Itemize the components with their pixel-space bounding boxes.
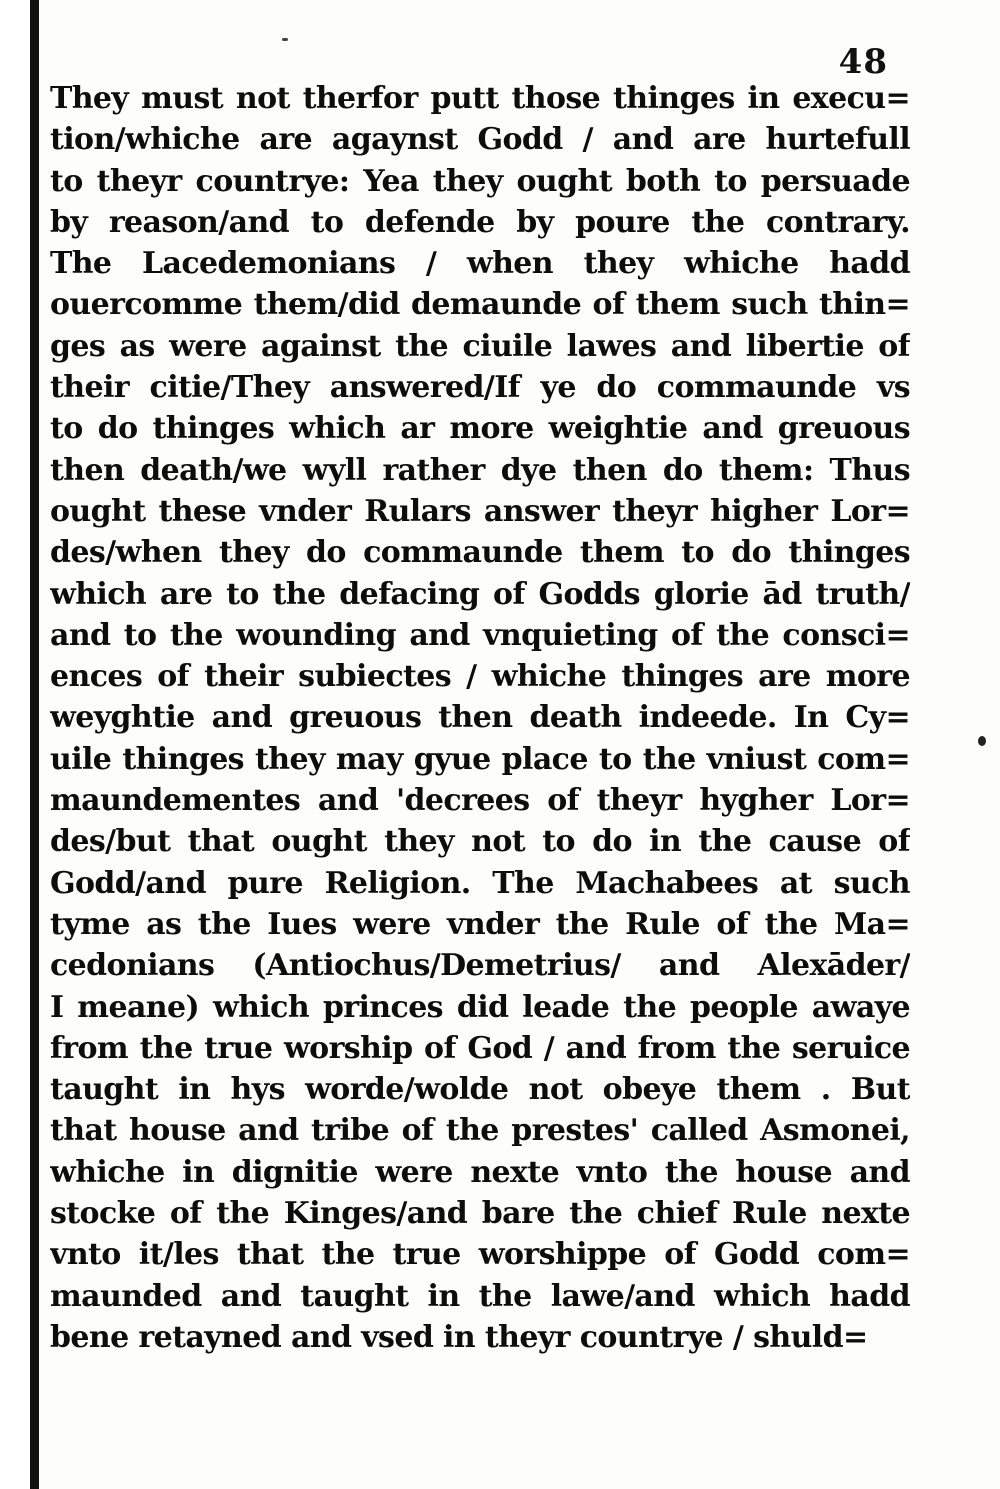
- text-line: I meane) which princes did leade the people awaye: [50, 989, 910, 1025]
- text-line: ouercomme them/did demaunde of them such thin=: [50, 287, 910, 323]
- text-line: which are to the defacing of Godds glorie ād truth/: [50, 576, 910, 612]
- text-line: and to the wounding and vnquieting of the consci=: [50, 617, 910, 653]
- text-line: stocke of the Kinges/and bare the chief Rule nexte: [50, 1196, 910, 1232]
- body-text: [50, 78, 910, 1358]
- text-line: from the true worship of God / and from the seruice: [50, 1030, 910, 1066]
- page-number: 48: [838, 42, 888, 82]
- text-line: bene retayned and vsed in theyr countrye / shuld=: [50, 1319, 868, 1355]
- text-line: des/when they do commaunde them to do thinges: [50, 535, 910, 571]
- text-line: ences of their subiectes / whiche thinges are more: [50, 659, 910, 695]
- text-line: maunded and taught in the lawe/and which hadd: [50, 1278, 910, 1314]
- gutter-shadow: [30, 0, 39, 1489]
- text-line: weyghtie and greuous then death indeede. In Cy=: [50, 700, 910, 736]
- ink-speck: [282, 38, 288, 41]
- text-line: des/but that ought they not to do in the cause of: [50, 824, 910, 860]
- text-line: They must not therfor putt those thinges in execu=: [50, 81, 910, 116]
- text-line: uile thinges they may gyue place to the vniust com=: [50, 741, 910, 777]
- text-line: by reason/and to defende by poure the contrary.: [50, 204, 910, 240]
- text-line: that house and tribe of the prestes' called Asmonei,: [50, 1113, 910, 1149]
- text-line: cedonians (Antiochus/Demetrius/ and Alexāder/: [50, 948, 910, 984]
- text-line: The Lacedemonians / when they whiche hadd: [50, 246, 910, 282]
- text-line: then death/we wyll rather dye then do them: Thus: [50, 452, 910, 488]
- text-line: ges as were against the ciuile lawes and libertie of: [50, 328, 910, 364]
- text-line: tyme as the Iues were vnder the Rule of the Ma=: [50, 906, 910, 942]
- text-line: their citie/They answered/If ye do commaunde vs: [50, 370, 910, 406]
- ink-speck: [978, 736, 986, 746]
- text-line: to theyr countrye: Yea they ought both to persuade: [50, 163, 910, 199]
- binding-edge: [0, 0, 30, 1489]
- text-line: maundementes and 'decrees of theyr hygher Lor=: [50, 783, 910, 819]
- text-line: Godd/and pure Religion. The Machabees at such: [50, 865, 910, 901]
- text-line: vnto it/les that the true worshippe of Godd com=: [50, 1237, 910, 1273]
- text-line: taught in hys worde/wolde not obeye them . But: [50, 1072, 910, 1108]
- text-line: whiche in dignitie were nexte vnto the house and: [50, 1154, 910, 1190]
- text-line: ought these vnder Rulars answer theyr higher Lor=: [50, 493, 910, 529]
- text-line: tion/whiche are agaynst Godd / and are hurtefull: [50, 122, 910, 158]
- text-line: to do thinges which ar more weightie and greuous: [50, 411, 910, 447]
